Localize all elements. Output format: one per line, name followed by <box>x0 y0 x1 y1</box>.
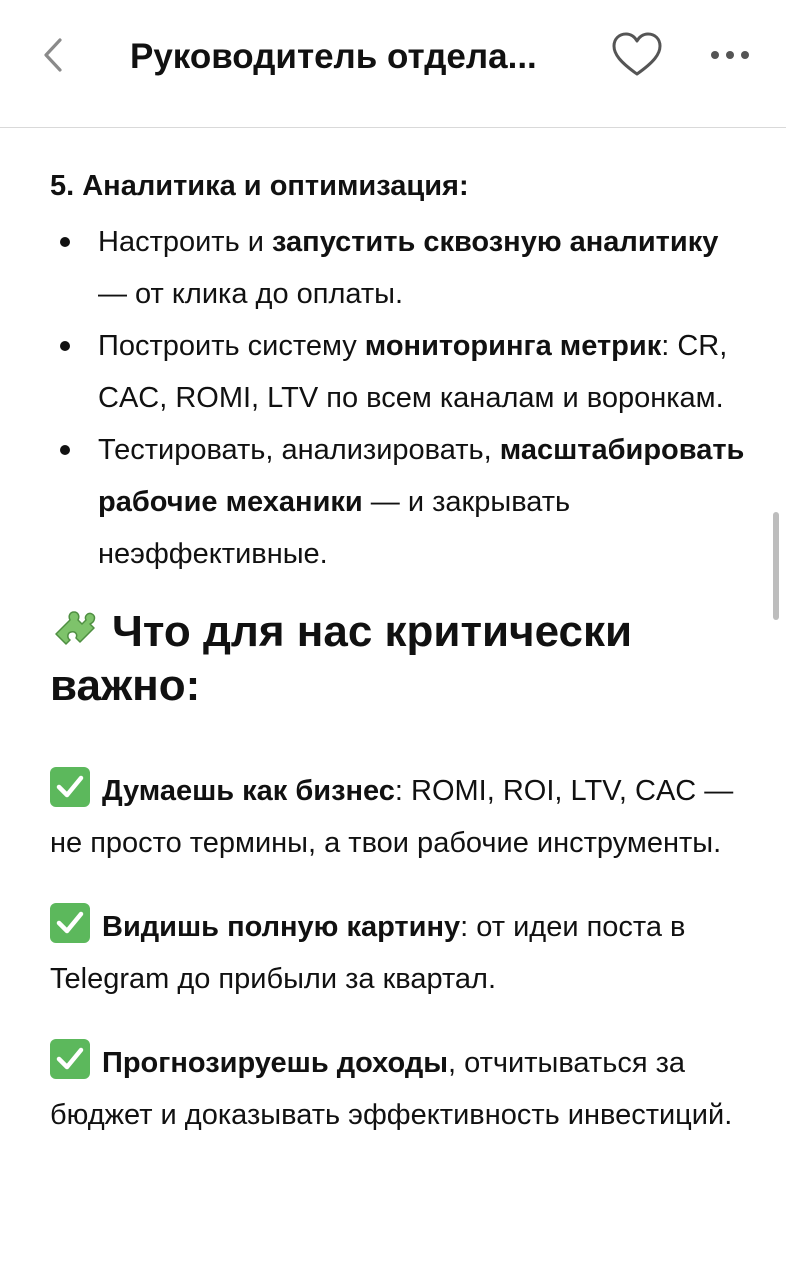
list-item <box>50 424 750 580</box>
article-content <box>50 160 750 1141</box>
bullet-icon <box>60 445 70 455</box>
chevron-left-icon <box>30 28 80 82</box>
check-mark-button-icon <box>50 903 90 943</box>
critical-heading <box>50 604 750 713</box>
critical-heading-text: Что для нас критически важно: <box>50 607 633 710</box>
scrollbar[interactable] <box>773 512 779 620</box>
point-text: : ROMI, ROI, LTV, CAC — не просто термины, а твои рабочие инструменты. <box>50 775 734 859</box>
item-text: Настроить и <box>98 226 273 258</box>
favorite-button[interactable] <box>606 28 668 82</box>
item-bold-text: мониторинга метрик <box>364 330 662 362</box>
bullet-list <box>50 216 750 580</box>
item-bold-text: масштабировать рабочие механики <box>98 434 745 518</box>
more-options-button[interactable] <box>700 30 760 80</box>
bullet-icon <box>60 237 70 247</box>
heart-icon <box>606 28 668 82</box>
item-text: — и закрывать неэффективные. <box>98 486 571 570</box>
list-item <box>50 320 750 424</box>
item-text: : CR, CAC, ROMI, LTV по всем каналам и воронкам. <box>98 330 728 414</box>
point-bold-text: Думаешь как бизнес <box>102 775 395 807</box>
point-paragraph <box>50 765 750 869</box>
point-paragraph <box>50 1037 750 1141</box>
point-text: : от идеи поста в Telegram до прибыли за квартал. <box>50 911 686 995</box>
more-horizontal-icon <box>700 30 760 80</box>
point-text: , отчитываться за бюджет и доказывать эффективность инвестиций. <box>50 1047 733 1131</box>
check-mark-button-icon <box>50 767 90 807</box>
top-navigation-bar <box>0 0 786 128</box>
item-text: — от клика до оплаты. <box>98 278 404 310</box>
point-bold-text: Видишь полную картину <box>102 911 461 943</box>
bullet-icon <box>60 341 70 351</box>
section-heading: 5. Аналитика и оптимизация: <box>50 170 469 202</box>
item-bold-text: запустить сквозную аналитику <box>272 226 719 258</box>
point-paragraph <box>50 901 750 1005</box>
point-bold-text: Прогнозируешь доходы <box>102 1047 449 1079</box>
puzzle-piece-icon <box>50 604 102 650</box>
check-mark-button-icon <box>50 1039 90 1079</box>
item-text: Построить систему <box>98 330 365 362</box>
page-title: Руководитель отдела... <box>130 37 537 76</box>
list-item <box>50 216 750 320</box>
back-button[interactable] <box>30 28 80 82</box>
item-text: Тестировать, анализировать, <box>98 434 500 466</box>
